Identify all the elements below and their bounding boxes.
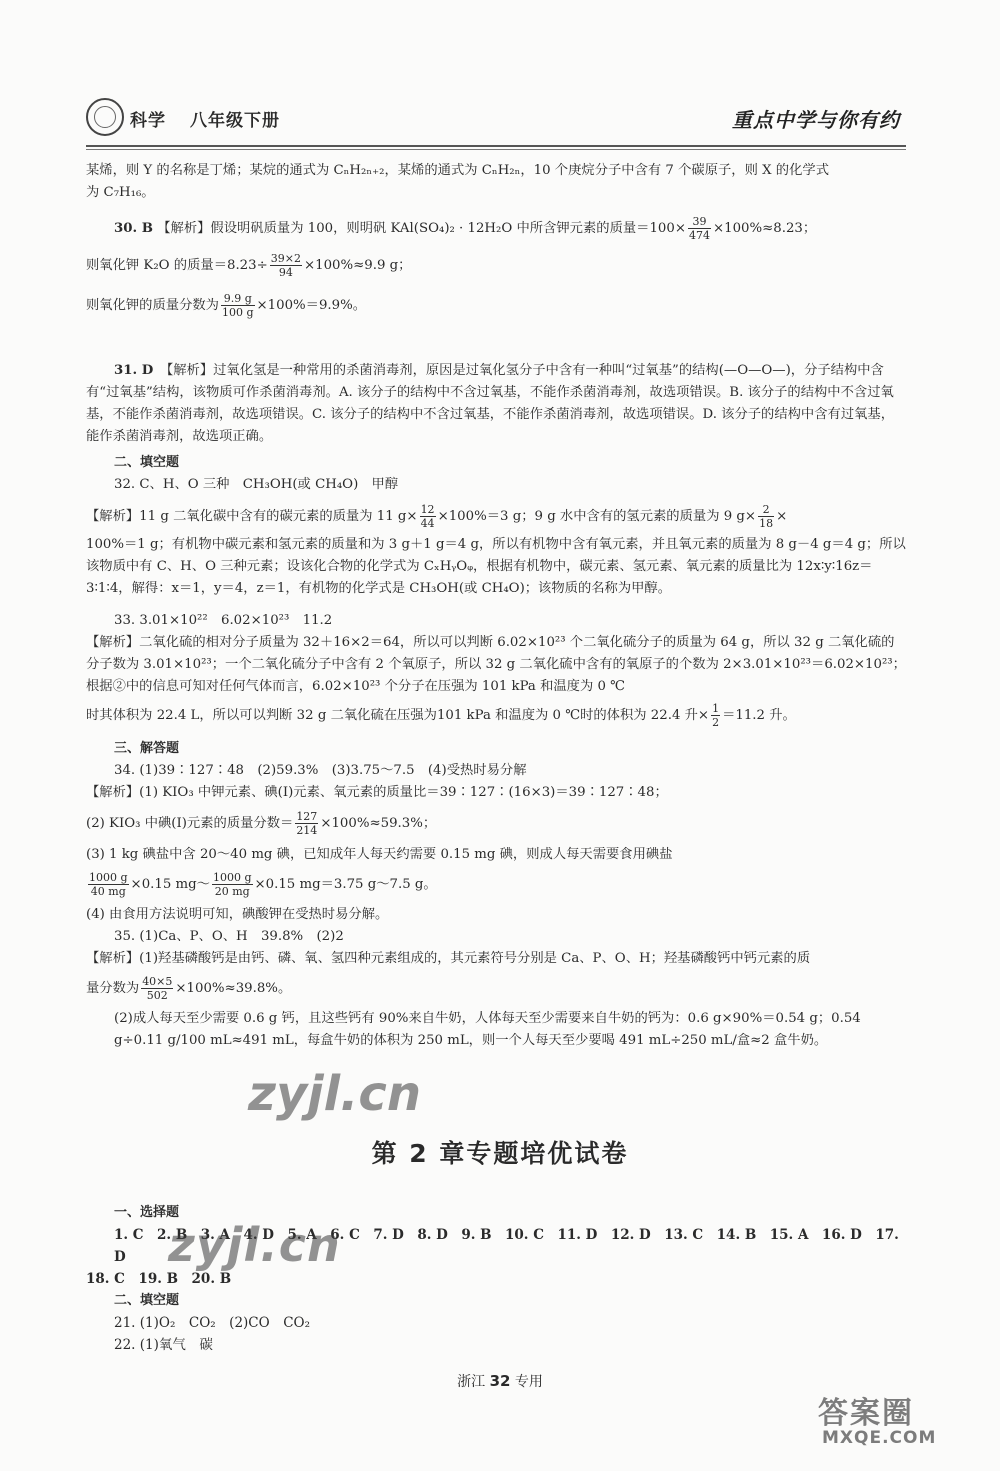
analysis-text: 100%＝1 g；有机物中碳元素和氢元素的质量和为 3 g＋1 g＝4 g，所以有机物中含有氧元素，并且氧元素的质量为 8 g－4 g＝4 g；所以该物质中有 C、H、O 三种元素；设该化合物的化学式为 CₓHᵧOᵩ，根据有机物中，碳元素、氢元素、氧元素的质量比为 12x∶y∶16z＝3∶1∶4，解得：x＝1，y＝4，z＝1，有机物的化学式是 CH₃OH(或 CH₄O)；该物质的名称为甲醇。 (86, 537, 906, 596)
chapter-title: 第 2 章专题培优试卷 (371, 1139, 629, 1168)
analysis-text: 【解析】假设明矾质量为 100，则明矾 KAl(SO₄)₂ · 12H₂O 中所含钾元素的质量＝100× (157, 221, 686, 236)
answer-block-33: 33. 3.01×10²² 6.02×10²³ 11.2 【解析】二氧化硫的相对分子质量为 32＋16×2＝64，所以可以判断 6.02×10²³ 个二氧化硫分子的质量为 64 g，所以 32 g 二氧化硫的分子数为 3.01×10²³；一个二氧化硫分子中含有 2 个氧原子，所以 32 g 二氧化硫中含有的氧原子的个数为 2×3.01×10²³＝6.02×10²³；根据②中的信息可知对任何气体而言，6.02×10²³ 个分子在压强为 101 kPa 和温度为 0 ℃ 时其体积为 22.4 L，所以可以判断 32 g 二氧化硫在压强为101 kPa 和温度为 0 ℃时的体积为 22.4 升× $\frac{1}{2}$ ＝11.2 升。 (86, 610, 906, 734)
question-number: 31. D (114, 363, 154, 378)
page-header (86, 98, 906, 148)
analysis-text: 时其体积为 22.4 L，所以可以判断 32 g 二氧化硫在压强为101 kPa 和温度为 0 ℃时的体积为 22.4 升× (86, 708, 710, 723)
watermark-url: MXQE.COM (822, 1428, 937, 1448)
text-line: 为 C₇H₁₆。 (86, 185, 155, 200)
analysis-text: (3) 1 kg 碘盐中含 20～40 mg 碘，已知成年人每天约需要 0.15 mg 碘，则成人每天需要食用碘盐 (86, 847, 673, 862)
answer-block-29 (86, 160, 906, 204)
answer-line: 34. (1)39∶127∶48 (2)59.3% (3)3.75～7.5 (4)受热时易分解 (114, 763, 527, 778)
brand-slogan: 重点中学与你有约 (732, 108, 900, 132)
analysis-text: 则氧化钾的质量分数为 (86, 298, 219, 313)
text-line: 某烯，则 Y 的名称是丁烯；某烷的通式为 CₙH₂ₙ₊₂，某烯的通式为 CₙH₂ₙ，10 个庚烷分子中含有 7 个碳原子，则 X 的化学式 (86, 163, 829, 178)
watermark: zyjl.cn (248, 1066, 421, 1122)
fraction: $\frac{127}{214}$ (296, 810, 318, 837)
analysis-text: (4) 由食用方法说明可知，碘酸钾在受热时易分解。 (86, 907, 389, 922)
choice-answers-row: 18. C 19. B 20. B (86, 1271, 232, 1287)
fraction: $\frac{1}{2}$ (712, 702, 720, 729)
fraction: $\frac{12}{44}$ (420, 503, 435, 530)
watermark-logo: 答案圈 (818, 1396, 914, 1431)
answer-block-30: 30. B 【解析】假设明矾质量为 100，则明矾 KAl(SO₄)₂ · 12H₂O 中所含钾元素的质量＝100× $\frac{39}{474}$ ×100%≈8.23； 则氧化钾 K₂O 的质量＝8.23÷ $\frac{39\times 2}{94}$ ×100%≈9.9 g； 则氧化钾的质量分数为 $\frac{9.9 g}{100 g}$ ×100%＝9.9%。 (86, 215, 817, 319)
header-rule-thin (86, 149, 906, 150)
answer-line: 21. (1)O₂ CO₂ (2)CO CO₂ (114, 1315, 311, 1331)
analysis-text: 则氧化钾 K₂O 的质量＝8.23÷ (86, 258, 268, 273)
fraction: $\frac{1000 g}{40 mg}$ (89, 871, 128, 898)
grade-label: 八年级下册 (190, 111, 280, 131)
school-logo-icon (86, 98, 124, 136)
fraction: $\frac{1000 g}{20 mg}$ (212, 871, 252, 898)
answer-block-32: 【解析】11 g 二氧化碳中含有的碳元素的质量为 11 g× $\frac{12}{44}$ ×100%＝3 g；9 g 水中含有的氢元素的质量为 9 g× $\frac{2}{18}$ × 100%＝1 g；有机物中碳元素和氢元素的质量和为 3 g＋1 g＝4 g，所以有机物中含有氧元素，并且氧元素的质量为 8 g－4 g＝4 g；所以该物质中有 C、H、O 三种元素；设该化合物的化学式为 CₓHᵧOᵩ，根据有机物中，碳元素、氢元素、氧元素的质量比为 12x∶y∶16z＝3∶1∶4，解得：x＝1，y＝4，z＝1，有机物的化学式是 CH₃OH(或 CH₄O)；该物质的名称为甲醇。 (86, 500, 906, 600)
section-heading: 二、填空题 (114, 455, 180, 470)
fraction: $\frac{40\times 5}{502}$ (142, 975, 173, 1002)
answer-section-3: 三、解答题 34. (1)39∶127∶48 (2)59.3% (3)3.75～7.5 (4)受热时易分解 【解析】(1) KIO₃ 中钾元素、碘(I)元素、氧元素的质量比＝39∶127∶(16×3)＝39∶127∶48； (2) KIO₃ 中碘(I)元素的质量分数＝ $\frac{127}{214}$ ×100%≈59.3%； (3) 1 kg 碘盐中含 20～40 mg 碘，已知成年人每天约需要 0.15 mg 碘，则成人每天需要食用碘盐 $\frac{1000 g}{40 mg}$ ×0.15 mg～ $\frac{1000 g}{20 mg}$ ×0.15 mg＝3.75 g～7.5 g。 (4) 由食用方法说明可知，碘酸钾在受热时易分解。 35. (1)Ca、P、O、H 39.8% (2)2 【解析】(1)羟基磷酸钙是由钙、磷、氧、氢四种元素组成的，其元素符号分别是 Ca、P、O、H；羟基磷酸钙中钙元素的质 量分数为 $\frac{40\times 5}{502}$ ×100%≈39.8%。 (2)成人每天至少需要 0.6 g 钙，且这些钙有 90%来自牛奶，人体每天至少需要来自牛奶的钙为：0.6 g×90%＝0.54 g；0.54 g÷0.11 g/100 mL≈491 mL，每盒牛奶的体积为 250 mL，则一个人每天至少要喝 491 mL÷250 mL/盒≈2 盒牛奶。 (86, 738, 906, 1052)
choice-answers-row: 1. C 2. B 3. A 4. D 5. A 6. C 7. D 8. D 9. B 10. C 11. D 12. D 13. C 14. B 15. A 16. D 17. D (114, 1227, 899, 1265)
watermark: zyjl.cn (168, 1218, 341, 1272)
fraction: $\frac{39\times 2}{94}$ (270, 252, 301, 279)
answer-line: 22. (1)氧气 碳 (114, 1337, 213, 1353)
fraction: $\frac{9.9 g}{100 g}$ (221, 292, 254, 319)
fill-section (86, 452, 906, 496)
analysis-text: 量分数为 (86, 981, 140, 996)
page-number: 32 (489, 1372, 511, 1390)
analysis-text: 【解析】(1) KIO₃ 中钾元素、碘(I)元素、氧元素的质量比＝39∶127∶(16×3)＝39∶127∶48； (86, 785, 668, 800)
analysis-text: 【解析】过氧化氢是一种常用的杀菌消毒剂，原因是过氧化氢分子中含有一种叫“过氧基”的结构(—O—O—)，分子结构中含有“过氧基”结构，该物质可作杀菌消毒剂。A. 该分子的结构中不含过氧基，不能作杀菌消毒剂，故选项错误。B. 该分子的结构中不含过氧基，不能作杀菌消毒剂，故选项错误。C. 该分子的结构中不含过氧基，不能作杀菌消毒剂，故选项错误。D. 该分子的结构中含有过氧基，能作杀菌消毒剂，故选项正确。 (86, 363, 895, 444)
answer-line: 32. C、H、O 三种 CH₃OH(或 CH₄O) 甲醇 (114, 477, 399, 492)
footer-region: 浙江 (457, 1374, 486, 1390)
section-heading: 三、解答题 (114, 741, 180, 756)
footer-usage: 专用 (514, 1374, 543, 1390)
analysis-text: 【解析】二氧化硫的相对分子质量为 32＋16×2＝64，所以可以判断 6.02×10²³ 个二氧化硫分子的质量为 64 g，所以 32 g 二氧化硫的分子数为 3.01×10²³；一个二氧化硫分子中含有 2 个氧原子，所以 32 g 二氧化硫中含有的氧原子的个数为 2×3.01×10²³＝6.02×10²³；根据②中的信息可知对任何气体而言，6.02×10²³ 个分子在压强为 101 kPa 和温度为 0 ℃ (86, 635, 906, 694)
subject-label: 科学 (130, 111, 166, 131)
fraction: $\frac{39}{474}$ (688, 215, 710, 242)
fraction: $\frac{2}{18}$ (759, 503, 774, 530)
section-heading: 一、选择题 (114, 1205, 180, 1220)
header-rule (86, 145, 906, 147)
question-number: 30. B (114, 221, 154, 236)
analysis-text: (2) KIO₃ 中碘(I)元素的质量分数＝ (86, 816, 294, 831)
section-heading: 二、填空题 (114, 1293, 180, 1308)
answer-line: 33. 3.01×10²² 6.02×10²³ 11.2 (114, 613, 333, 628)
answer-line: 35. (1)Ca、P、O、H 39.8% (2)2 (114, 929, 344, 944)
analysis-text: 【解析】11 g 二氧化碳中含有的碳元素的质量为 11 g× (86, 509, 418, 524)
analysis-text: 【解析】(1)羟基磷酸钙是由钙、磷、氧、氢四种元素组成的，其元素符号分别是 Ca、P、O、H；羟基磷酸钙中钙元素的质 (86, 951, 811, 966)
analysis-text: (2)成人每天至少需要 0.6 g 钙，且这些钙有 90%来自牛奶，人体每天至少需要来自牛奶的钙为：0.6 g×90%＝0.54 g；0.54 g÷0.11 g/100 mL≈491 mL，每盒牛奶的体积为 250 mL，则一个人每天至少要喝 491 mL÷250 mL/盒≈2 盒牛奶。 (114, 1011, 861, 1048)
answer-block-31 (86, 360, 906, 448)
page-footer (0, 1371, 1000, 1391)
